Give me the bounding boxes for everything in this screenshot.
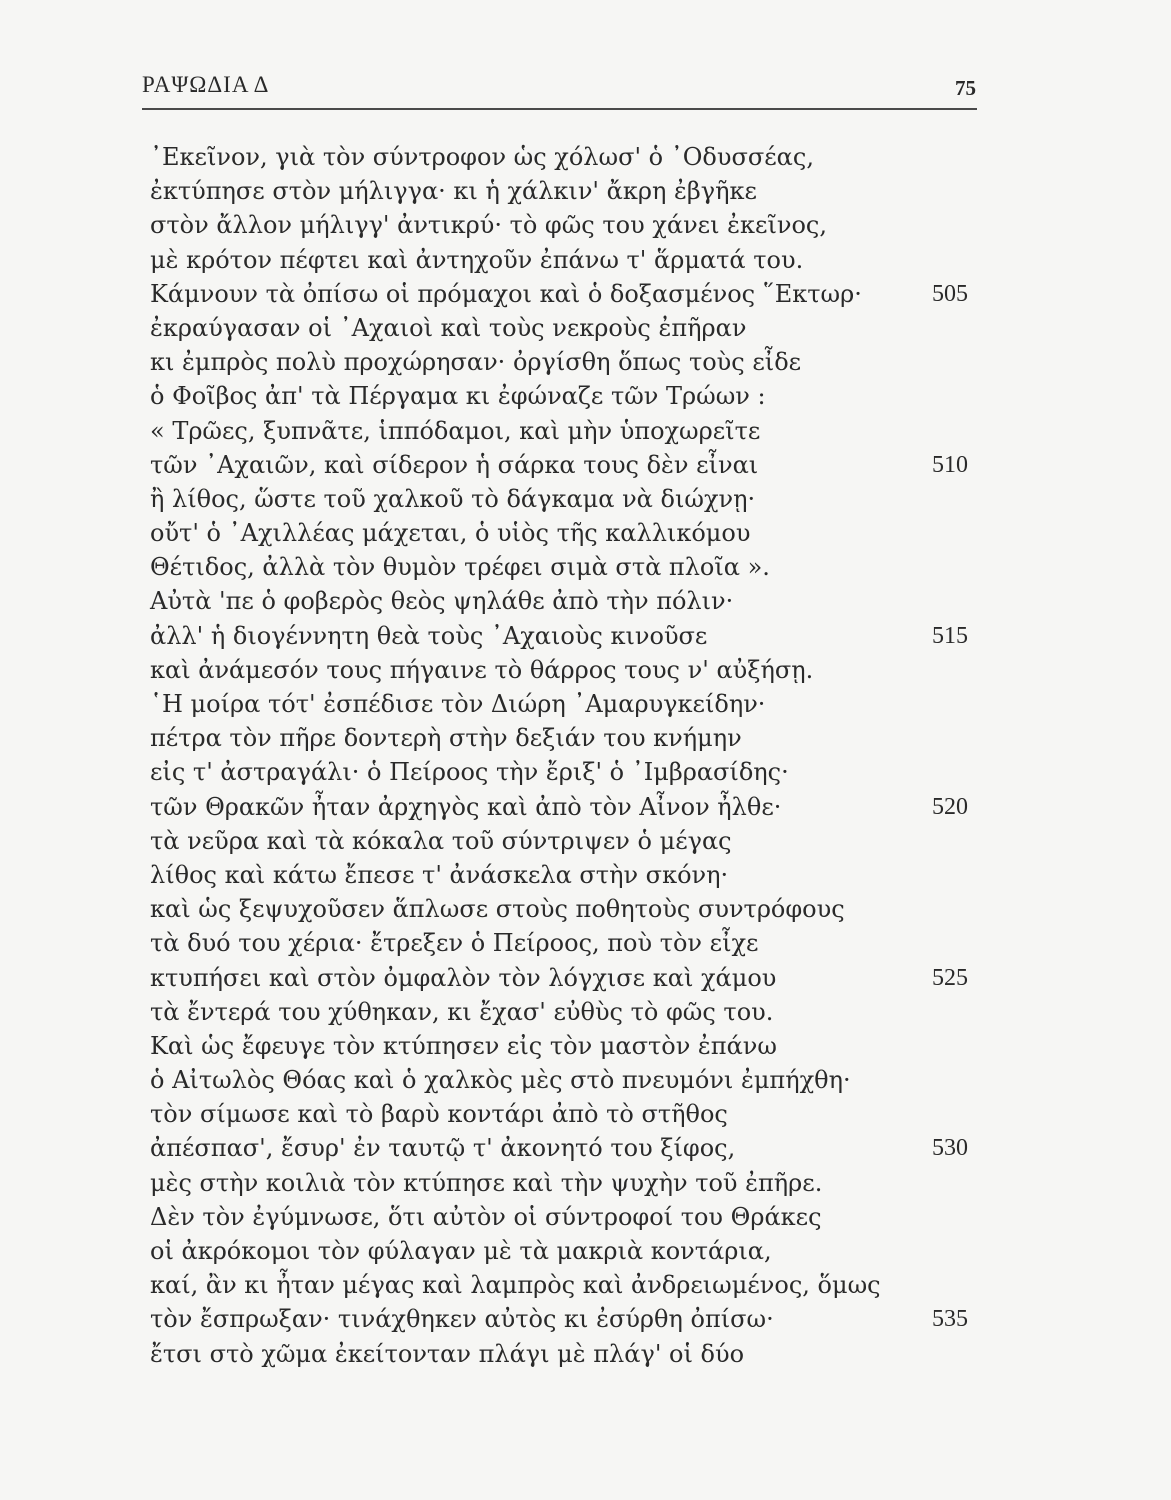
header-rule: [142, 108, 977, 110]
verse-text: στὸν ἄλλον μήλιγγ' ἀντικρύ· τὸ φῶς του χάνει ἐκεῖνος,: [150, 211, 827, 240]
verse-text: μὲς στὴν κοιλιὰ τὸν κτύπησε καὶ τὴν ψυχὴν τοῦ ἐπῆρε.: [150, 1168, 823, 1197]
verse-line: [150, 277, 990, 311]
verse-text: Δὲν τὸν ἐγύμνωσε, ὅτι αὐτὸν οἱ σύντροφοί του Θράκες: [150, 1202, 822, 1231]
verse-line: [150, 1063, 990, 1097]
verse-line: [150, 755, 990, 789]
verse-text: πέτρα τὸν πῆρε δοντερὴ στὴν δεξιάν του κνήμην: [150, 724, 742, 753]
verse-text: Καὶ ὡς ἔφευγε τὸν κτύπησεν εἰς τὸν μαστὸν ἐπάνω: [150, 1031, 777, 1060]
running-head: ΡΑΨΩΔΙΑ Δ: [142, 72, 270, 97]
verse-text: ἐκραύγασαν οἱ ᾿Αχαιοὶ καὶ τοὺς νεκροὺς ἐπῆραν: [150, 313, 747, 342]
verse-text: ὁ Φοῖβος ἀπ' τὰ Πέργαμα κι ἐφώναζε τῶν Τρώων :: [150, 382, 766, 411]
verse-line: [150, 243, 990, 277]
verse-line: [150, 311, 990, 345]
verse-text: ἐκτύπησε στὸν μήλιγγα· κι ἡ χάλκιν' ἄκρη ἐβγῆκε: [150, 177, 757, 206]
verse-text: τὰ νεῦρα καὶ τὰ κόκαλα τοῦ σύντριψεν ὁ μέγας: [150, 826, 732, 855]
verse-text: οἱ ἀκρόκομοι τὸν φύλαγαν μὲ τὰ μακριὰ κοντάρια,: [150, 1237, 772, 1265]
verse-text: Θέτιδος, ἀλλὰ τὸν θυμὸν τρέφει σιμὰ στὰ πλοῖα ».: [150, 553, 770, 582]
verse-text: ῾Η μοίρα τότ' ἐσπέδισε τὸν Διώρη ᾿Αμαρυγκείδην·: [150, 690, 766, 718]
verse-text: Αὐτὰ 'πε ὁ φοβερὸς θεὸς ψηλάθε ἀπὸ τὴν πόλιν·: [150, 587, 734, 616]
verse-line: [150, 653, 990, 687]
verse-line: [150, 1234, 990, 1268]
verse-text: οὔτ' ὁ ᾿Αχιλλέας μάχεται, ὁ υἱὸς τῆς καλλικόμου: [150, 519, 751, 548]
verse-line: [150, 619, 990, 653]
verse-text: ἢ λίθος, ὥστε τοῦ χαλκοῦ τὸ δάγκαμα νὰ διώχνῃ·: [150, 484, 756, 513]
verse-text: καί, ἂν κι ἦταν μέγας καὶ λαμπρὸς καὶ ἀνδρειωμένος, ὅμως: [150, 1271, 881, 1300]
verse-line: [150, 858, 990, 892]
verse-text: τὸν σίμωσε καὶ τὸ βαρὺ κοντάρι ἀπὸ τὸ στῆθος: [150, 1100, 728, 1129]
verse-line: [150, 1302, 990, 1336]
verse-line: [150, 1029, 990, 1063]
verse-text: ὁ Αἰτωλὸς Θόας καὶ ὁ χαλκὸς μὲς στὸ πνευμόνι ἐμπήχθη·: [150, 1066, 851, 1095]
verse-line: [150, 1166, 990, 1200]
verse-line: [150, 1200, 990, 1234]
verse-number: 510: [932, 451, 968, 478]
verse-line: [150, 550, 990, 584]
verse-line: [150, 482, 990, 516]
verse-text: Κάμνουν τὰ ὀπίσω οἱ πρόμαχοι καὶ ὁ δοξασμένος ῞Εκτωρ·: [150, 279, 862, 308]
verse-line: [150, 1097, 990, 1131]
verse-text: τῶν ᾿Αχαιῶν, καὶ σίδερον ἡ σάρκα τους δὲν εἶναι: [150, 450, 759, 479]
verse-number: 520: [932, 793, 968, 820]
verse-number: 505: [932, 280, 968, 307]
verse-number: 515: [932, 622, 968, 649]
verse-line: [150, 208, 990, 242]
verse-text: τὰ ἔντερά του χύθηκαν, κι ἔχασ' εὐθὺς τὸ φῶς του.: [150, 997, 774, 1026]
verse-line: [150, 1268, 990, 1302]
verse-line: [150, 892, 990, 926]
verse-text: καὶ ἀνάμεσόν τους πήγαινε τὸ θάρρος τους ν' αὐξήσῃ.: [150, 655, 814, 684]
verse-line: [150, 516, 990, 550]
verse-text: τὸν ἔσπρωξαν· τινάχθηκεν αὐτὸς κι ἐσύρθη ὀπίσω·: [150, 1305, 774, 1334]
verse-line: [150, 687, 990, 721]
verse-line: [150, 140, 990, 174]
verse-line: [150, 174, 990, 208]
verse-text: κι ἐμπρὸς πολὺ προχώρησαν· ὀργίσθη ὅπως τοὺς εἶδε: [150, 348, 802, 377]
verse-list: [150, 140, 990, 1371]
verse-line: [150, 345, 990, 379]
verse-line: [150, 414, 990, 448]
verse-line: [150, 995, 990, 1029]
verse-text: τὰ δυό του χέρια· ἔτρεξεν ὁ Πείροος, ποὺ τὸν εἶχε: [150, 929, 759, 958]
verse-text: κτυπήσει καὶ στὸν ὀμφαλὸν τὸν λόγχισε καὶ χάμου: [150, 963, 777, 992]
verse-line: [150, 584, 990, 618]
verse-text: ᾿Εκεῖνον, γιὰ τὸν σύντροφον ὡς χόλωσ' ὁ ᾿Οδυσσέας,: [150, 143, 814, 171]
page-number: 75: [955, 76, 976, 100]
verse-line: [150, 790, 990, 824]
verse-line: [150, 824, 990, 858]
verse-line: [150, 1337, 990, 1371]
verse-number: 535: [932, 1306, 968, 1333]
verse-text: εἰς τ' ἀστραγάλι· ὁ Πείροος τὴν ἔριξ' ὁ ᾿Ιμβρασίδης·: [150, 758, 789, 787]
verse-line: [150, 721, 990, 755]
verse-text: « Τρῶες, ξυπνᾶτε, ἱππόδαμοι, καὶ μὴν ὑποχωρεῖτε: [150, 416, 761, 445]
verse-number: 530: [932, 1135, 968, 1162]
verse-text: ἔτσι στὸ χῶμα ἐκείτονταν πλάγι μὲ πλάγ' οἱ δύο: [150, 1339, 745, 1368]
verse-text: ἀλλ' ἡ διογέννητη θεὰ τοὺς ᾿Αχαιοὺς κινοῦσε: [150, 621, 708, 650]
verse-text: λίθος καὶ κάτω ἔπεσε τ' ἀνάσκελα στὴν σκόνη·: [150, 860, 729, 889]
verse-text: τῶν Θρακῶν ἦταν ἀρχηγὸς καὶ ἀπὸ τὸν Αἶνον ἦλθε·: [150, 792, 782, 821]
verse-line: [150, 448, 990, 482]
verse-text: μὲ κρότον πέφτει καὶ ἀντηχοῦν ἐπάνω τ' ἅρματά του.: [150, 245, 804, 274]
verse-line: [150, 1131, 990, 1165]
verse-line: [150, 379, 990, 413]
verse-text: ἀπέσπασ', ἔσυρ' ἐν ταυτῷ τ' ἀκονητό του ξίφος,: [150, 1134, 736, 1163]
verse-number: 525: [932, 964, 968, 991]
verse-line: [150, 926, 990, 960]
verse-line: [150, 961, 990, 995]
verse-text: καὶ ὡς ξεψυχοῦσεν ἅπλωσε στοὺς ποθητοὺς συντρόφους: [150, 895, 845, 924]
